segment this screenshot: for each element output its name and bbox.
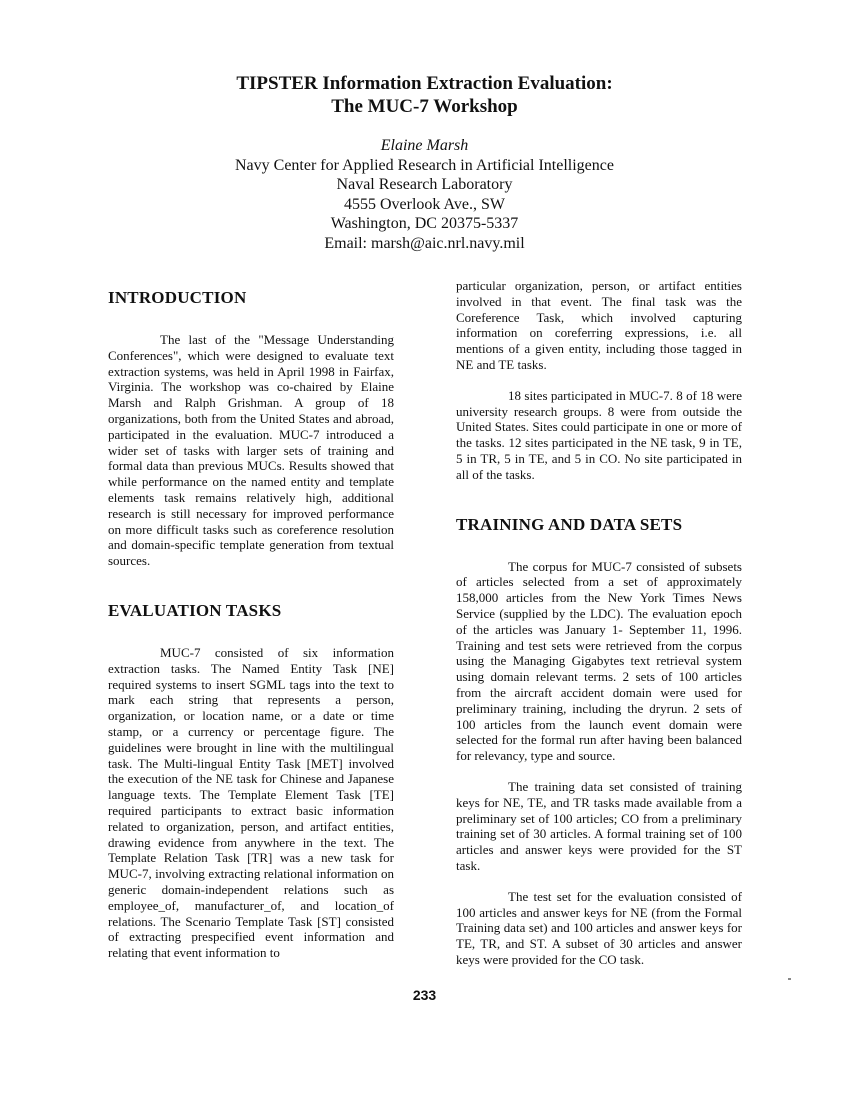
page-number: 233: [412, 987, 437, 1003]
section-heading-training: TRAINING AND DATA SETS: [456, 514, 683, 534]
author-name: Elaine Marsh: [380, 137, 469, 154]
paper-title-line-2: The MUC-7 Workshop: [331, 96, 518, 117]
affiliation-line: Washington, DC 20375-5337: [330, 215, 519, 233]
paper-header: [0, 72, 849, 253]
section-heading-evaluation-tasks: EVALUATION TASKS: [108, 600, 282, 620]
left-column: [108, 276, 394, 961]
author-email: Email: marsh@aic.nrl.navy.mil: [324, 234, 525, 252]
training-paragraph-corpus: The corpus for MUC-7 consisted of subsets of articles selected from a set of approximately 158,000 articles from the New York Times News Service (supplied by the LDC). The evaluation epoch of the articles was January 1- September 11, 1996. Training and test sets were retrieved from the corpus using the Managing Gigabytes text retrieval system using domain relevant terms. 2 sets of 100 articles from the aircraft accident domain were used for preliminary training, including the dryrun. 2 sets of 100 articles from the launch event domain were selected for the formal run after having been balanced for relevancy, type and source.: [456, 558, 742, 764]
section-heading-introduction: INTRODUCTION: [108, 288, 247, 307]
affiliation-line: Navy Center for Applied Research in Artificial Intelligence: [235, 157, 614, 174]
right-column: [456, 278, 742, 968]
evaluation-tasks-continuation: particular organization, person, or artifact entities involved in that event. The final task was the Coreference Task, which involved capturing information on coreferring expressions, i.e. all mentions of a given entity, including those tagged in NE and TE tasks.: [456, 278, 742, 372]
affiliation-line: 4555 Overlook Ave., SW: [343, 195, 505, 213]
participation-paragraph: 18 sites participated in MUC-7. 8 of 18 were university research groups. 8 were from outside the United States. Sites could participate in one or more of the tasks. 12 sites participated in the NE task, 9 in TE, 5 in TR, 5 in TE, and 5 in CO. No site participated in all of the tasks.: [456, 387, 742, 482]
evaluation-tasks-paragraph: MUC-7 consisted of six information extraction tasks. The Named Entity Task [NE] required systems to insert SGML tags into the text to mark each string that represents a person, organization, or location name, or a date or time stamp, or a currency or percentage figure. The guidelines were brought in line with the multilingual task. The Multi-lingual Entity Task [MET] involved the execution of the NE task for Chinese and Japanese language texts. The Template Element Task [TE] required participants to extract basic information related to organization, person, and artifact entities, drawing evidence from anywhere in the text. The Template Relation Task [TR] was a new task for MUC-7, involving extracting relational information on generic domain-independent relations such as employee_of, manufacturer_of, and location_of relations. The Scenario Template Task [ST] consisted of extracting prespecified event information and relating that event information to: [108, 644, 394, 961]
training-paragraph-training-data: The training data set consisted of training keys for NE, TE, and TR tasks made available from a preliminary set of 100 articles; CO from a preliminary training set of 30 articles. A formal training set of 100 articles and answer keys were provided for the ST task.: [456, 778, 742, 873]
introduction-paragraph: The last of the "Message Understanding Conferences", which were designed to evaluate text extraction systems, was held in April 1998 in Fairfax, Virginia. The workshop was co-chaired by Elaine Marsh and Ralph Grishman. A group of 18 organizations, both from the United States and abroad, participated in the evaluation. MUC-7 introduced a wider set of tasks with larger sets of training and formal data than previous MUCs. Results showed that while performance on the named entity and template elements task remains relatively high, additional research is still necessary for improved performance on more difficult tasks such as coreference resolution and domain-specific template generation from textual sources.: [108, 332, 394, 569]
training-paragraph-test-set: The test set for the evaluation consisted of 100 articles and answer keys for NE (from the Formal Training data set) and 100 articles and answer keys for TE, TR, and ST. A subset of 30 articles and answer keys were provided for the CO task.: [456, 888, 742, 967]
stray-mark: [788, 978, 791, 980]
paper-title-line-1: TIPSTER Information Extraction Evaluation:: [236, 73, 613, 94]
affiliation-line: Naval Research Laboratory: [336, 176, 513, 194]
